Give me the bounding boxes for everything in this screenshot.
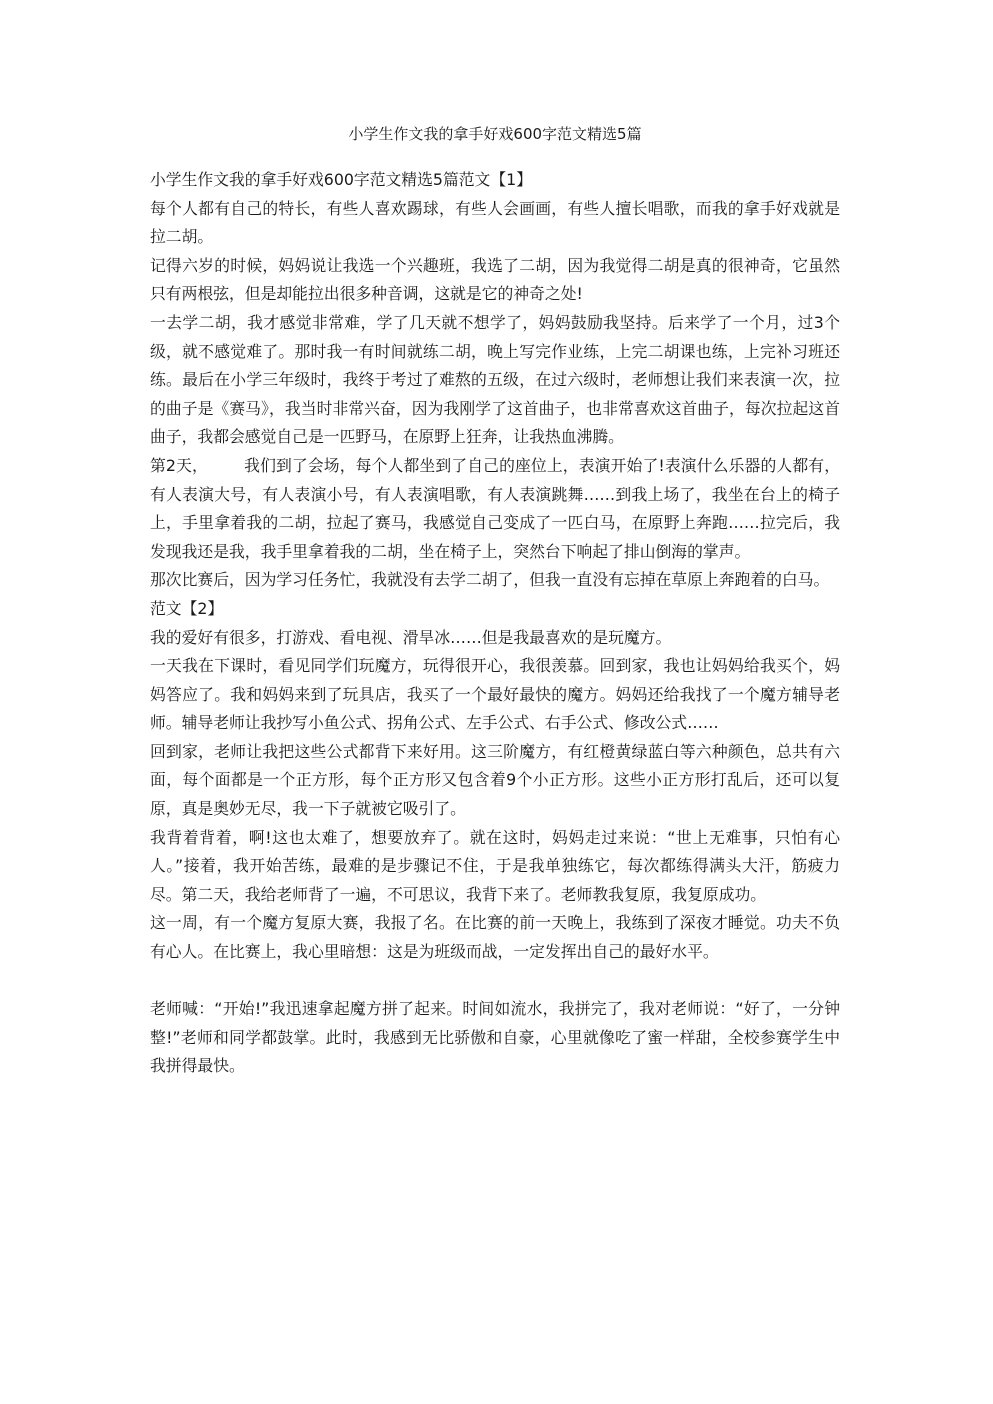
paragraph: 一去学二胡，我才感觉非常难，学了几天就不想学了，妈妈鼓励我坚持。后来学了一个月，过3个级，就不感觉难了。那时我一有时间就练二胡，晚上写完作业练，上完二胡课也练，上完补习班还练。最后在小学三年级时，我终于考过了难熬的五级，在过六级时，老师想让我们来表演一次，拉的曲子是《赛马》，我当时非常兴奋，因为我刚学了这首曲子，也非常喜欢这首曲子，每次拉起这首曲子，我都会感觉自己是一匹野马，在原野上狂奔，让我热血沸腾。 [150,312,840,447]
section-heading-2: 范文【2】 [150,598,224,618]
section-heading-1: 小学生作文我的拿手好戏600字范文精选5篇范文【1】 [150,170,532,189]
paragraph: 记得六岁的时候，妈妈说让我选一个兴趣班，我选了二胡，因为我觉得二胡是真的很神奇，它虽然只有两根弦，但是却能拉出很多种音调，这就是它的神奇之处! [150,255,840,304]
paragraph: 那次比赛后，因为学习任务忙，我就没有去学二胡了，但我一直没有忘掉在草原上奔跑着的白马。 [150,570,830,590]
paragraph-rest: 我们到了会场，每个人都坐到了自己的座位上，表演开始了!表演什么乐器的人都有，有人表演大号，有人表演小号，有人表演唱歌，有人表演跳舞……到我上场了，我坐在台上的椅子上，手里拿着我的二胡，拉起了赛马，我感觉自己变成了一匹白马，在原野上奔跑……拉完后，我发现我还是我，我手里拿着我的二胡，坐在椅子上，突然台下响起了排山倒海的掌声。 [150,455,840,561]
blank-line [150,967,840,996]
paragraph: 我的爱好有很多，打游戏、看电视、滑旱冰……但是我最喜欢的是玩魔方。 [150,627,672,647]
paragraph: 每个人都有自己的特长，有些人喜欢踢球，有些人会画画，有些人擅长唱歌，而我的拿手好戏就是拉二胡。 [150,198,840,247]
paragraph [150,452,840,566]
paragraph: 老师喊：“开始!”我迅速拿起魔方拼了起来。时间如流水，我拼完了，我对老师说：“好了，一分钟整!”老师和同学都鼓掌。此时，我感到无比骄傲和自豪，心里就像吃了蜜一样甜，全校参赛学生中我拼得最快。 [150,999,840,1076]
paragraph: 一天我在下课时，看见同学们玩魔方，玩得很开心，我很羡慕。回到家，我也让妈妈给我买个，妈妈答应了。我和妈妈来到了玩具店，我买了一个最好最快的魔方。妈妈还给我找了一个魔方辅导老师。辅导老师让我抄写小鱼公式、拐角公式、左手公式、右手公式、修改公式…… [150,656,840,733]
document-body [150,166,840,1081]
paragraph: 这一周，有一个魔方复原大赛，我报了名。在比赛的前一天晚上，我练到了深夜才睡觉。功夫不负有心人。在比赛上，我心里暗想：这是为班级而战，一定发挥出自己的最好水平。 [150,913,840,962]
paragraph: 回到家，老师让我把这些公式都背下来好用。这三阶魔方，有红橙黄绿蓝白等六种颜色，总共有六面，每个面都是一个正方形，每个正方形又包含着9个小正方形。这些小正方形打乱后，还可以复原，真是奥妙无尽，我一下子就被它吸引了。 [150,741,840,819]
paragraph: 我背着背着，啊!这也太难了，想要放弃了。就在这时，妈妈走过来说：“世上无难事，只怕有心人。”接着，我开始苦练，最难的是步骤记不住，于是我单独练它，每次都练得满头大汗，筋疲力尽。第二天，我给老师背了一遍，不可思议，我背下来了。老师教我复原，我复原成功。 [150,827,840,904]
document-title: 小学生作文我的拿手好戏600字范文精选5篇 [348,125,642,143]
paragraph-lead: 第2天， [150,455,208,475]
